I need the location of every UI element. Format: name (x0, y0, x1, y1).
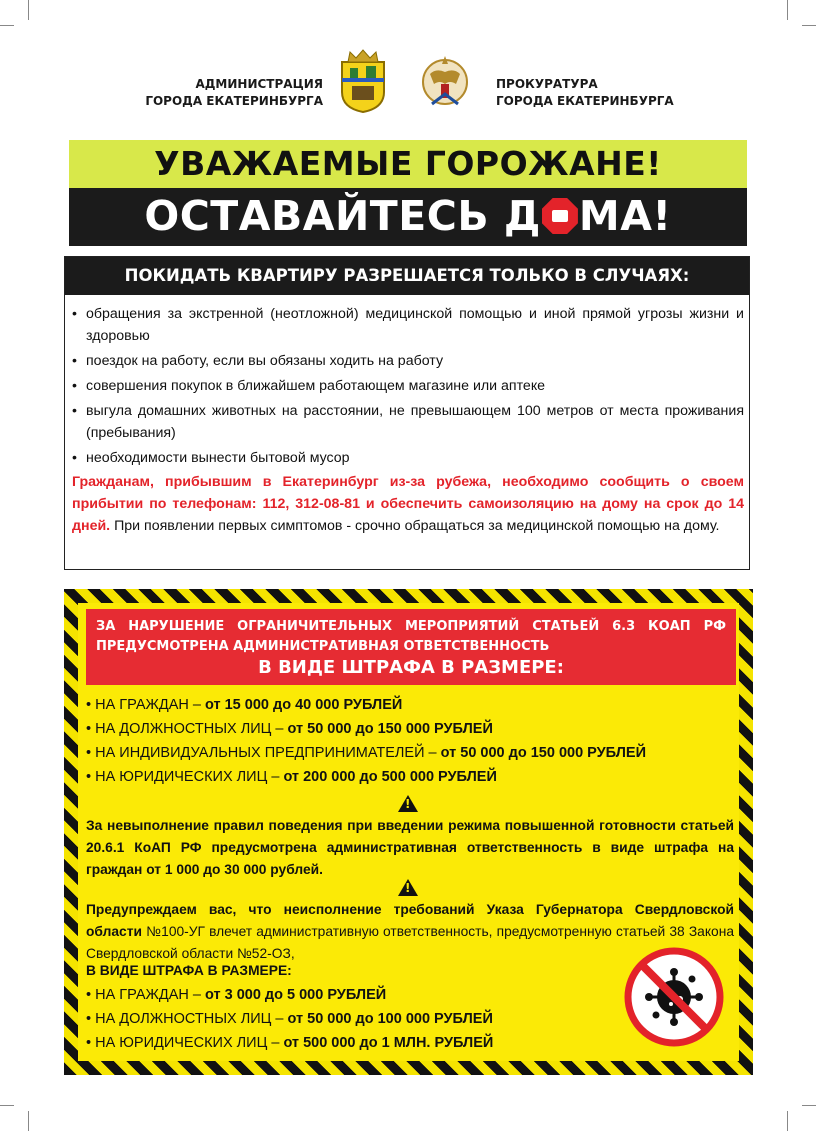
header (0, 48, 816, 128)
arrivals-notice (72, 471, 744, 537)
crop-mark (28, 0, 29, 20)
headline-band-black (69, 188, 747, 246)
governor-decree-rest: №100-УГ влечет административную ответственность, предусмотренную статьей 38 Закона Свердловской области №52-ОЗ, (86, 924, 734, 961)
warning-icon (398, 879, 418, 896)
administration-line-2: ГОРОДА ЕКАТЕРИНБУРГА (145, 94, 323, 108)
penalty-red-text: ЗА НАРУШЕНИЕ ОГРАНИЧИТЕЛЬНЫХ МЕРОПРИЯТИЙ СТАТЬЕЙ 6.3 КОАП РФ ПРЕДУСМОТРЕНА АДМИНИСТРАТИВНАЯ ОТВЕТСТВЕННОСТЬ (96, 619, 726, 654)
prosecutor-line-2: ГОРОДА ЕКАТЕРИНБУРГА (496, 94, 674, 108)
readiness-regime-paragraph: За невыполнение правил поведения при введении режима повышенной готовности статьей 20.6.1 КоАП РФ предусмотрена административная ответственность в виде штрафа на граждан от 1 000 до 30 000 рублей. (86, 818, 734, 877)
fine-item (86, 721, 493, 737)
headline-stay-home (69, 192, 747, 240)
fine-amount: от 500 000 до 1 МЛН. РУБЛЕЙ (283, 1035, 494, 1051)
prosecutor-emblem-icon (418, 48, 472, 114)
fine-item (86, 697, 402, 713)
warning-icon (398, 795, 418, 812)
fine-who: НА ГРАЖДАН – (95, 697, 205, 713)
list-item: • необходимости вынести бытовой мусор (72, 447, 744, 469)
crop-mark (802, 1105, 816, 1106)
administration-name (145, 76, 323, 110)
crop-mark (0, 25, 14, 26)
crop-mark (787, 0, 788, 20)
headline-stay-home-part2: МА! (578, 192, 672, 240)
penalty-red-banner (86, 609, 736, 685)
arrivals-notice-rest: При появлении первых симптомов - срочно обращаться за медицинской помощью на дому. (110, 518, 720, 534)
fine-amount: от 50 000 до 100 000 РУБЛЕЙ (287, 1011, 493, 1027)
fine-who: НА ЮРИДИЧЕСКИХ ЛИЦ – (95, 769, 284, 785)
arrivals-notice-red: Гражданам, прибывшим в Екатеринбург из-за рубежа, необходимо сообщить о своем прибытии по телефонам: 112, 312-08-81 и обеспечить самоизоляцию на дому на срок до 14 дней. (72, 474, 744, 534)
fine-who: НА ЮРИДИЧЕСКИХ ЛИЦ – (95, 1035, 284, 1051)
fine-amount: от 3 000 до 5 000 РУБЛЕЙ (204, 987, 387, 1003)
fine-heading-2: В ВИДЕ ШТРАФА В РАЗМЕРЕ: (86, 963, 292, 978)
fine-who: НА ДОЛЖНОСТНЫХ ЛИЦ – (95, 721, 288, 737)
fine-amount: от 50 000 до 150 000 РУБЛЕЙ (440, 745, 647, 761)
fine-who: НА ИНДИВИДУАЛЬНЫХ ПРЕДПРИНИМАТЕЛЕЙ – (95, 745, 441, 761)
crop-mark (802, 25, 816, 26)
allowed-cases-title: ПОКИДАТЬ КВАРТИРУ РАЗРЕШАЕТСЯ ТОЛЬКО В СЛУЧАЯХ: (65, 257, 749, 295)
governor-decree-bold: Предупреждаем вас, что неисполнение требований Указа Губернатора Свердловской области (86, 902, 734, 939)
headline-stay-home-part1: ОСТАВАЙТЕСЬ Д (144, 192, 541, 240)
crop-mark (28, 1111, 29, 1131)
fine-who: НА ДОЛЖНОСТНЫХ ЛИЦ – (95, 1011, 288, 1027)
fine-amount: от 15 000 до 40 000 РУБЛЕЙ (204, 697, 403, 713)
fine-item (86, 745, 646, 761)
allowed-cases-box (64, 256, 750, 570)
list-item: • поездок на работу, если вы обязаны ходить на работу (72, 350, 744, 372)
fine-item (86, 769, 497, 785)
penalties-panel (78, 603, 739, 1061)
administration-line-1: АДМИНИСТРАЦИЯ (195, 77, 323, 91)
penalties-hazard-frame (64, 589, 753, 1075)
list-item: • совершения покупок в ближайшем работающем магазине или аптеке (72, 375, 744, 397)
prosecutor-line-1: ПРОКУРАТУРА (496, 77, 598, 91)
stop-sign-icon (542, 198, 578, 234)
crop-mark (787, 1111, 788, 1131)
fine-who: НА ГРАЖДАН – (95, 987, 205, 1003)
list-item: • обращения за экстренной (неотложной) медицинской помощью и иной прямой угрозы жизни и здоровью (72, 303, 744, 347)
fine-amount: от 50 000 до 150 000 РУБЛЕЙ (287, 721, 493, 737)
no-virus-icon (624, 947, 724, 1047)
fine-item (86, 987, 386, 1003)
allowed-cases-list (72, 303, 744, 472)
headline-band-yellow (69, 140, 747, 188)
fine-item (86, 1035, 493, 1051)
crop-mark (0, 1105, 14, 1106)
prosecutor-name (496, 76, 674, 110)
headline-greeting: УВАЖАЕМЫЕ ГОРОЖАНЕ! (154, 144, 662, 183)
penalty-red-heading: В ВИДЕ ШТРАФА В РАЗМЕРЕ: (258, 657, 564, 678)
list-item: • выгула домашних животных на расстоянии, не превышающем 100 метров от места проживания (пребывания) (72, 400, 744, 444)
fine-amount: от 200 000 до 500 000 РУБЛЕЙ (283, 769, 497, 785)
fine-item (86, 1011, 493, 1027)
city-coat-of-arms-icon (338, 48, 388, 114)
